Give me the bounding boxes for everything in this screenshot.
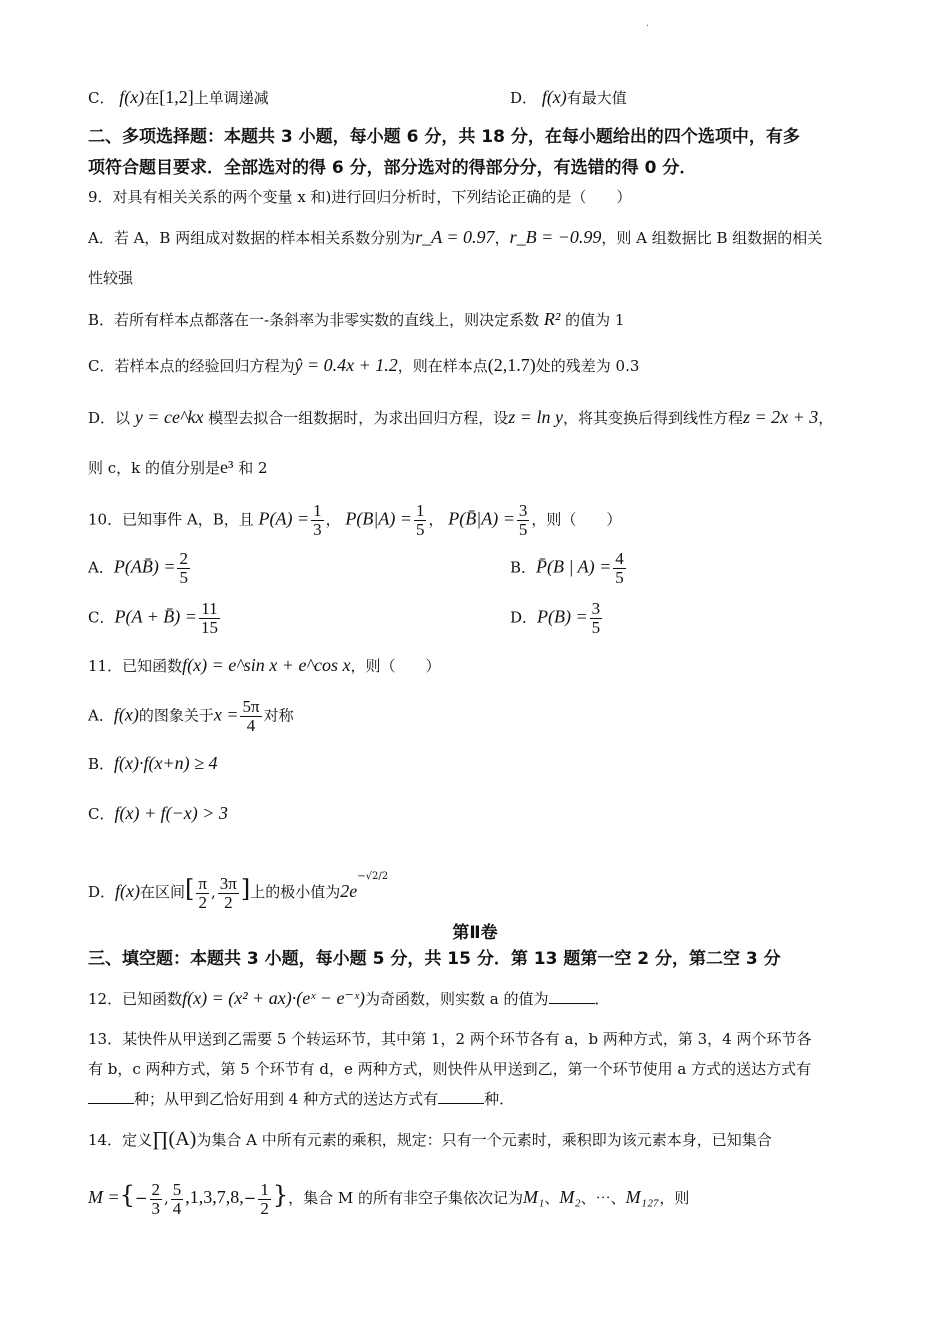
q13-line2: 有 b，c 两种方式，第 5 个环节有 d，e 两种方式，则快件从甲送到乙，第一个环节使用 a 方式的送达方式有 bbox=[88, 1060, 812, 1078]
q10-option-c: C．P(A + B̄) = $\frac{11}{15}$ D．P(B) = $\frac{3}{5}$ bbox=[88, 600, 870, 637]
header-mark: . bbox=[646, 18, 650, 29]
q8-option-c: C． f(x)在[1,2]上单调递减 D． f(x)有最大值 bbox=[88, 87, 627, 107]
q9-stem: 9．对具有相关关系的两个变量 x 和)进行回归分析时，下列结论正确的是（ ） bbox=[88, 188, 632, 206]
section2-line1: 二、多项选择题：本题共 3 小题，每小题 6 分，共 18 分，在每小题给出的四个选项中，有多 bbox=[88, 127, 800, 147]
q9-option-b: B．若所有样本点都落在一-条斜率为非零实数的直线上，则决定系数 R² 的值为 1 bbox=[88, 309, 625, 329]
q10-option-b: B．P̄(B | A) = $\frac{4}{5}$ bbox=[510, 549, 624, 587]
q9-option-d-cont: 则 c，k 的值分别是e³ 和 2 bbox=[88, 457, 268, 477]
part2-title: 第Ⅱ卷 bbox=[452, 923, 498, 943]
q11-option-b: B．f(x)·f(x+n) ≥ 4 bbox=[88, 753, 218, 773]
q13-answer-blank-1[interactable] bbox=[88, 1089, 134, 1104]
section3-header: 三、填空题：本题共 3 小题，每小题 5 分，共 15 分．第 13 题第一空 2 分，第二空 3 分 bbox=[88, 949, 781, 969]
section2-line2: 项符合题目要求．全部选对的得 6 分，部分选对的得部分分，有选错的得 0 分． bbox=[88, 158, 697, 178]
q13-answer-blank-2[interactable] bbox=[438, 1089, 484, 1104]
q11-option-a: A．f(x)的图象关于x = $\frac{5\pi}{4}$ 对称 bbox=[88, 697, 294, 735]
q10-option-a: A．P(AB̄) = $\frac{2}{5}$ B．P̄(B | A) = $\frac{4}{5}$ bbox=[88, 550, 870, 587]
q12-answer-blank[interactable] bbox=[549, 989, 595, 1004]
q14-line1: 14．定义∏(A)为集合 A 中所有元素的乘积，规定：只有一个元素时，乘积即为该元素本身，已知集合 bbox=[88, 1128, 772, 1150]
q9-option-d: D．以 y = ce^kx 模型去拟合一组数据时，为求出回归方程，设z = ln y，将其变换后得到线性方程z = 2x + 3， bbox=[88, 407, 834, 427]
q13-line3: 种；从甲到乙恰好用到 4 种方式的送达方式有 种． bbox=[88, 1088, 870, 1110]
q13-line1: 13．某快件从甲送到乙需要 5 个转运环节，其中第 1，2 两个环节各有 a，b 两种方式，第 3，4 两个环节各 bbox=[88, 1030, 812, 1048]
q9-option-a-cont: 性较强 bbox=[88, 269, 134, 287]
q8-option-d: D． f(x)有最大值 bbox=[510, 87, 627, 107]
q11-option-c: C．f(x) + f(−x) > 3 bbox=[88, 803, 228, 823]
q11-option-d: D．f(x)在区间[ $\frac{\pi}{2}$ , $\frac{3\pi}{2}$ ]上的极小值为$2e^{-√2/2}$ bbox=[88, 871, 389, 912]
q10-option-d: D．P(B) = $\frac{3}{5}$ bbox=[510, 599, 601, 637]
q10-stem: 10．已知事件 A，B，且 P(A) = $\frac{1}{3}$ ， P(B|A) = $\frac{1}{5}$ ， P(B̄|A) = $\frac{3}{5}$ ，则（ ） bbox=[88, 501, 622, 539]
q14-line2: M ={− $\frac{2}{3}$ , $\frac{5}{4}$ ,1,3,7,8,− $\frac{1}{2}$ }，集合 M 的所有非空子集依次记为M₁、M₂、⋯、M₁₂₇，则 bbox=[88, 1179, 690, 1218]
q9-option-c: C．若样本点的经验回归方程为ŷ = 0.4x + 1.2，则在样本点(2,1.7)处的残差为 0.3 bbox=[88, 355, 640, 375]
q12: 12．已知函数f(x) = (x² + ax)·(eˣ − e⁻ˣ)为奇函数，则实数 a 的值为 ． bbox=[88, 988, 610, 1008]
q11-stem: 11．已知函数f(x) = e^sin x + e^cos x，则（ ） bbox=[88, 655, 441, 675]
q9-option-a: A．若 A，B 两组成对数据的样本相关系数分别为r_A = 0.97，r_B = −0.99，则 A 组数据比 B 组数据的相关 bbox=[88, 227, 823, 247]
